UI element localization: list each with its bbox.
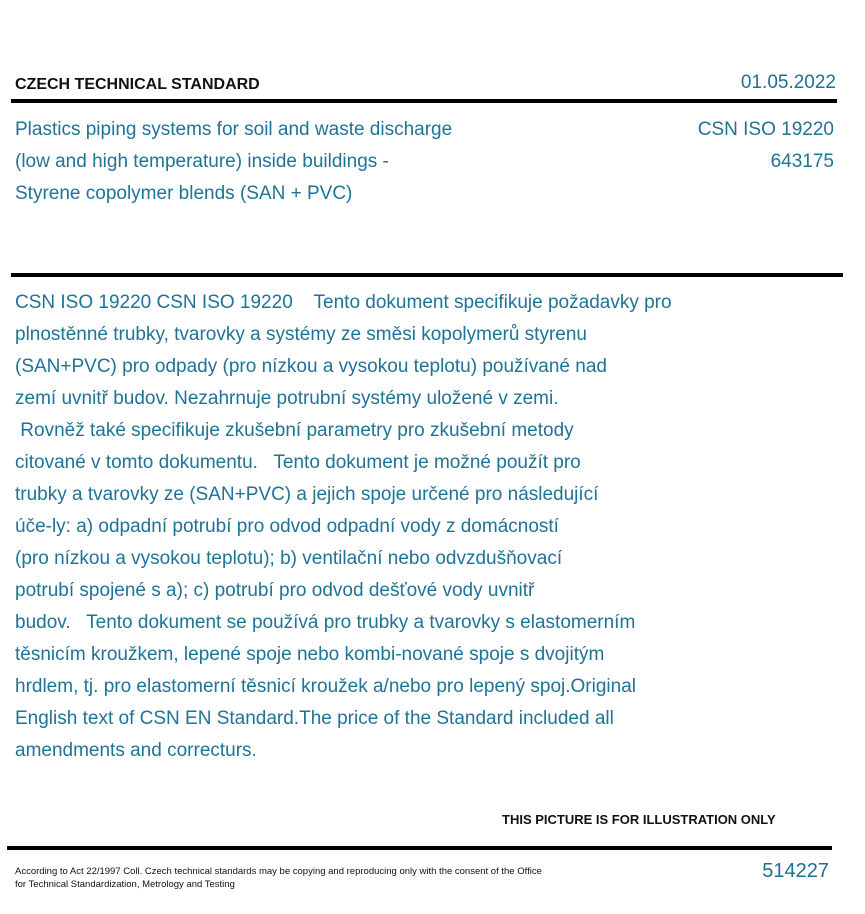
description-line: (SAN+PVC) pro odpady (pro nízkou a vysokou teplotu) používané nad [15, 356, 607, 377]
description-line: hrdlem, tj. pro elastomerní těsnicí kroužek a/nebo pro lepený spoj.Original [15, 676, 636, 697]
description-line: citované v tomto dokumentu. Tento dokument je možné použít pro [15, 452, 581, 473]
description-line: úče-ly: a) odpadní potrubí pro odvod odpadní vody z domácností [15, 516, 559, 537]
description-line: plnostěnné trubky, tvarovky a systémy ze směsi kopolymerů styrenu [15, 324, 587, 345]
title-divider [11, 273, 843, 277]
standard-title-line: (low and high temperature) inside buildings - [15, 151, 389, 172]
description-line: potrubí spojené s a); c) potrubí pro odvod dešťové vody uvnitř [15, 580, 535, 601]
publication-date: 01.05.2022 [740, 72, 836, 93]
description-line: trubky a tvarovky ze (SAN+PVC) a jejich spoje určené pro následující [15, 484, 599, 505]
header-divider [11, 99, 837, 103]
legal-note-line: for Technical Standardization, Metrology and Testing [15, 879, 235, 890]
document-header-title: CZECH TECHNICAL STANDARD [15, 76, 260, 93]
legal-note [15, 865, 595, 891]
standard-title [15, 114, 575, 210]
standard-codes [698, 114, 834, 178]
illustration-note: THIS PICTURE IS FOR ILLUSTRATION ONLY [502, 812, 776, 827]
standard-description [15, 287, 835, 767]
description-line: budov. Tento dokument se používá pro trubky a tvarovky s elastomerním [15, 612, 636, 633]
footer-divider [7, 846, 832, 850]
document-number: 514227 [762, 860, 829, 882]
description-line: těsnicím kroužkem, lepené spoje nebo kombi-nované spoje s dvojitým [15, 644, 605, 665]
description-line: Rovněž také specifikuje zkušební parametry pro zkušební metody [15, 420, 574, 441]
description-line: (pro nízkou a vysokou teplotu); b) ventilační nebo odvzdušňovací [15, 548, 563, 569]
standard-title-line: Plastics piping systems for soil and waste discharge [15, 119, 453, 140]
standard-title-line: Styrene copolymer blends (SAN + PVC) [15, 183, 353, 204]
description-line: English text of CSN EN Standard.The price of the Standard included all [15, 708, 614, 729]
standard-code: CSN ISO 19220 [697, 119, 834, 140]
description-line: amendments and correcturs. [15, 740, 257, 761]
class-number: 643175 [770, 151, 834, 172]
description-line: CSN ISO 19220 CSN ISO 19220 Tento dokument specifikuje požadavky pro [15, 292, 672, 313]
legal-note-line: According to Act 22/1997 Coll. Czech technical standards may be copying and reproducing only with the consent of the Office [15, 866, 542, 877]
description-line: zemí uvnitř budov. Nezahrnuje potrubní systémy uložené v zemi. [15, 388, 559, 409]
